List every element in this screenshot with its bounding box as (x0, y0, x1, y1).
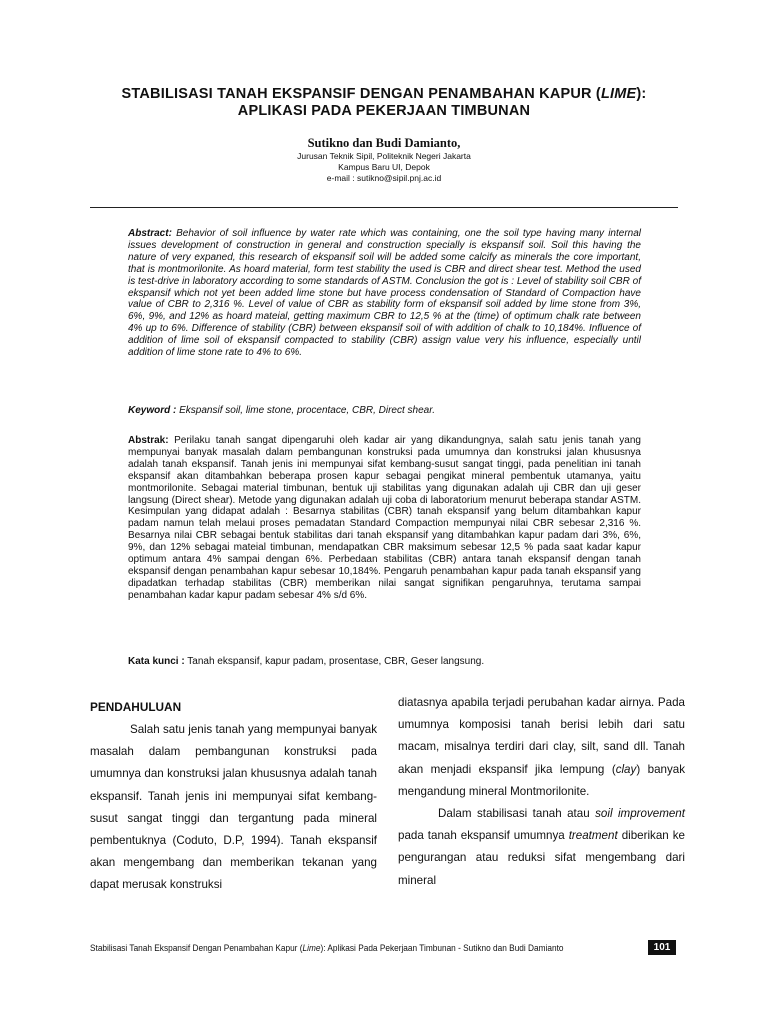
section-heading: PENDAHULUAN (90, 700, 182, 714)
page-number: 101 (648, 940, 676, 955)
header-divider (90, 207, 678, 208)
affiliation (60, 151, 708, 184)
title-line-2: APLIKASI PADA PEKERJAAN TIMBUNAN (237, 103, 531, 119)
authors: Sutikno dan Budi Damianto, (307, 136, 461, 150)
paper-title (60, 86, 708, 120)
abstract-indonesian-label: Abstrak: (128, 435, 169, 446)
affiliation-dept: Jurusan Teknik Sipil, Politeknik Negeri Jakarta (297, 151, 471, 161)
abstract-indonesian-text: Perilaku tanah sangat dipengaruhi oleh kadar air yang dikandungnya, salah satu jenis tanah yang mempunyai banyak masalah dalam pembangunan konstruksi pada umumnya dan konstruksi jalan khususnya adalah tanah ekspansif. Tanah jenis ini mempunyai sifat kembang-susut sangat tinggi, pada penelitian ini tanah ekspansif akan ditambahkan beberapa prosen kapur sebagai pengikat mineral pembentuk utamanya, yaitu montmorilonite. Sebagai material timbunan, bentuk uji stabilitas yang digunakan adalah uji CBR dan uji geser langsung (Direct shear). Metode yang digunakan adalah uji coba di laboratorium menurut beberapa standar ASTM. Kesimpulan yang didapat adalah : Besarnya stabilitas (CBR) tanah ekspansif yang belum ditambahkan kapur padam namun telah melaui proses pemadatan Standard Compaction mempunyai nilai CBR sebesar 2,316 %. Besarnya nilai CBR sebagai bentuk stabilitas dari tanah ekspansif yang ditambahkan kapur padam dari 3%, 6%, 9%, dan 12% sebagai mateial timbunan, mendapatkan CBR maksimum sebesar 12,5 % pada saat kadar kapur optimum antara 4% sampai dengan 6%. Perbedaan stabilitas (CBR) antara tanah ekspansif dengan tanah ekspansif dengan penambahan kapur sebesar 10,184%. Pengaruh penambahan kapur pada tanah ekspansif yang dipadatkan terhadap stabilitas (CBR) memberikan nilai sangat signifikan pengaruhnya, terutama sampai penambahan kadar kapur padam sebesar 4% s/d 6%. (128, 435, 641, 601)
body-column-right (398, 692, 685, 892)
keywords-english (128, 405, 641, 417)
keywords-indonesian-label: Kata kunci : (128, 656, 185, 667)
body-paragraph: Dalam stabilisasi tanah atau soil improvement pada tanah ekspansif umumnya treatment diberikan ke pengurangan atau reduksi sifat mengembang dari mineral (398, 807, 685, 887)
keywords-english-label: Keyword : (128, 405, 177, 416)
running-footer: Stabilisasi Tanah Ekspansif Dengan Penambahan Kapur (Lime): Aplikasi Pada Pekerjaan Timbunan - Sutikno dan Budi Damianto (90, 943, 564, 953)
title-line-1: STABILISASI TANAH EKSPANSIF DENGAN PENAMBAHAN KAPUR (LIME): (121, 86, 647, 102)
abstract-indonesian (128, 435, 641, 602)
body-paragraph: diatasnya apabila terjadi perubahan kadar airnya. Pada umumnya komposisi tanah berisi lebih dari satu macam, misalnya terdiri dari clay, silt, sand dll. Tanah akan menjadi ekspansif jika lempung (clay) banyak mengandung mineral Montmorilonite. (398, 696, 686, 798)
abstract-english-text: Behavior of soil influence by water rate which was containing, one the soil type having many internal issues development of construction in general and construction specially is ekspansif soil. Soil this having the nature of very expaned, this research of ekspansif soil will be added some calcify as minerals the core important, that is montmorilonite. As hoard material, form test stability the used is CBR and direct shear test. Method the used is test-drive in laboratory according to some standards of ASTM. Conclusion the got is : Level of stability soil CBR of ekspansif which not yet been added lime stone but have process condensation of Standard of Compaction have value of CBR to 2,316 %. Level of value of CBR as stability form of ekspansif soil added by lime stone from 3%, 6%, 9%, and 12% as hoard mateial, getting maximum CBR to 12,5 % at the (time) of optimum chalk rate between 4% up to 6%. Difference of stability (CBR) between ekspansif soil of with addition of chalk to 10,184%. Influence of addition of lime soil of ekspansif compacted to stability (CBR) assign value very his influence, especially until addition of lime stone rate to 4% to 6%. (128, 228, 641, 359)
affiliation-campus: Kampus Baru UI, Depok (338, 162, 430, 172)
body-column-left (90, 698, 377, 897)
keywords-indonesian (128, 656, 641, 668)
body-paragraph: Salah satu jenis tanah yang mempunyai banyak masalah dalam pembangunan konstruksi pada umumnya dan konstruksi jalan khususnya adalah tanah ekspansif. Tanah jenis ini mempunyai sifat kembang-susut sangat tinggi dan tergantung pada mineral pembentuknya (Coduto, D.P, 1994). Tanah ekspansif akan mengembang dan memberikan tekanan yang dapat merusak konstruksi (90, 723, 377, 892)
affiliation-email: e-mail : sutikno@sipil.pnj.ac.id (326, 173, 442, 183)
keywords-indonesian-text: Tanah ekspansif, kapur padam, prosentase, CBR, Geser langsung. (184, 656, 485, 667)
keywords-english-text: Ekspansif soil, lime stone, procentace, CBR, Direct shear. (176, 405, 435, 416)
abstract-english (128, 228, 641, 359)
abstract-english-label: Abstract: (128, 228, 172, 239)
